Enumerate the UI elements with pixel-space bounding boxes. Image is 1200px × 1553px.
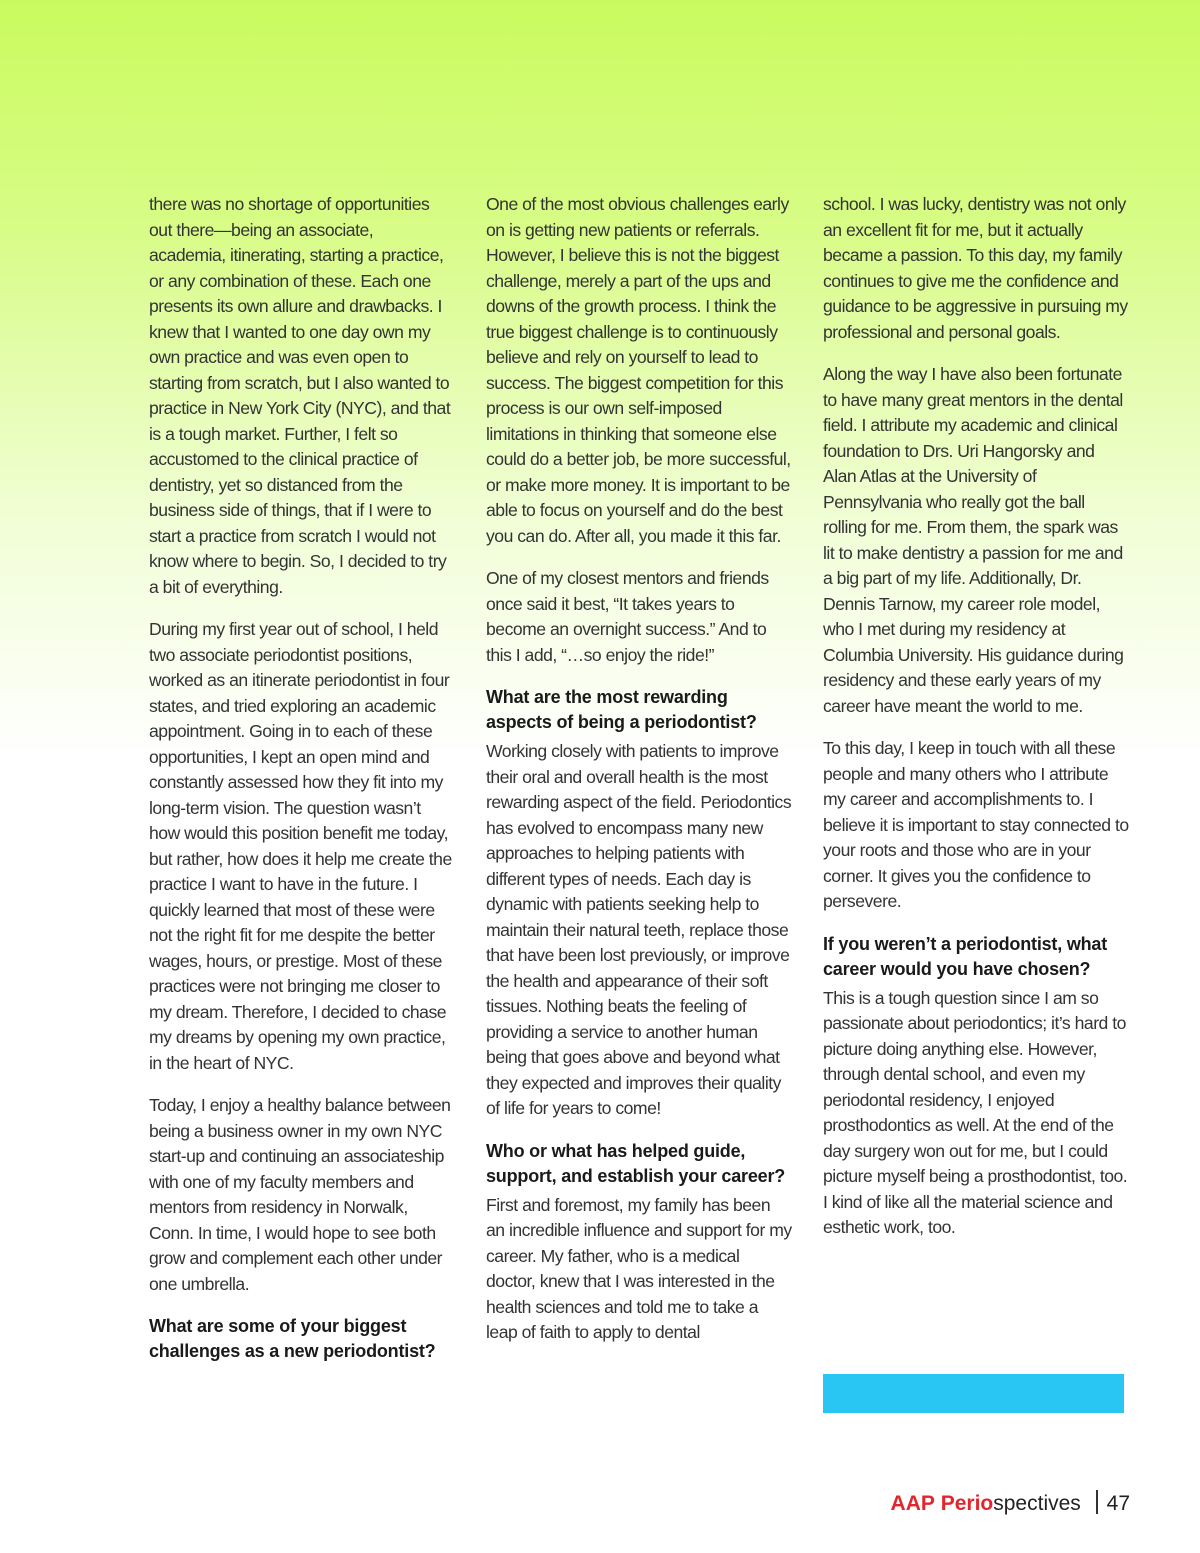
- publication-brand: AAP: [890, 1492, 935, 1515]
- page-footer: [891, 1490, 1130, 1516]
- body-paragraph: school. I was lucky, dentistry was not only an excellent fit for me, but it actually became a passion. To this day, my family continues to give me the confidence and guidance to be aggressive in pursuing my professional and personal goals.: [823, 194, 1128, 342]
- body-paragraph: One of the most obvious challenges early on is getting new patients or referrals. However, I believe this is not the biggest challenge, merely a part of the ups and downs of the growth process. I think the true biggest challenge is to continuously believe and rely on yourself to lead to success. The biggest competition for this process is our own self-imposed limitations in thinking that someone else could do a better job, be more successful, or make more money. It is important to be able to focus on yourself and do the best you can do. After all, you made it this far.: [486, 194, 791, 546]
- body-paragraph: Working closely with patients to improve their oral and overall health is the most rewarding aspect of the field. Periodontics has evolved to encompass many new approaches to helping patients with different types of needs. Each day is dynamic with patients seeking help to maintain their natural teeth, replace those that have been lost previously, or improve the health and appearance of their soft tissues. Nothing beats the feeling of providing a service to another human being that goes above and beyond what they expected and improves their quality of life for years to come!: [486, 741, 792, 1118]
- article-column-1: [149, 192, 453, 1368]
- article-column-3: [823, 192, 1129, 1258]
- question-heading: Who or what has helped guide, support, and establish your career?: [486, 1140, 786, 1186]
- question-heading: What are some of your biggest challenges as a new periodontist?: [149, 1316, 436, 1361]
- question-heading: If you weren’t a periodontist, what career would you have chosen?: [823, 933, 1108, 979]
- body-paragraph: One of my closest mentors and friends once said it best, “It takes years to become an overnight success.” And to this I add, “…so enjoy the ride!”: [486, 568, 769, 665]
- body-paragraph: Along the way I have also been fortunate to have many great mentors in the dental field. I attribute my academic and clinical foundation to Drs. Uri Hangorsky and Alan Atlas at the University of Pennsylvania who really got the ball rolling for me. From them, the spark was lit to make dentistry a passion for me and a big part of my life. Additionally, Dr. Dennis Tarnow, my career role model, who I met during my residency at Columbia University. His guidance during residency and these early years of my career have meant the world to me.: [823, 364, 1124, 716]
- body-paragraph: This is a tough question since I am so passionate about periodontics; it’s hard to picture doing anything else. However, through dental school, and even my periodontal residency, I enjoyed prosthodontics as well. At the end of the day surgery won out for me, but I could picture myself being a prosthodontist, too. I kind of like all the material science and esthetic work, too.: [823, 987, 1128, 1237]
- body-paragraph: Today, I enjoy a healthy balance between being a business owner in my own NYC start-up and continuing an associateship with one of my faculty members and mentors from residency in Norwalk, Conn. In time, I would hope to see both grow and complement each other under one umbrella.: [149, 1095, 451, 1294]
- article-column-2: [486, 192, 792, 1363]
- body-paragraph: During my first year out of school, I held two associate periodontist positions, worked as an itinerate periodontist in four states, and tried exploring an academic appointment. Going in to each of these opportunities, I kept an open mind and constantly assessed how they fit into my long-term vision. The question wasn’t how would this position benefit me today, but rather, how does it help me create the practice I want to have in the future. I quickly learned that most of these were not the right fit for me despite the better wages, hours, or prestige. Most of these practices were not bringing me closer to my dream. Therefore, I decided to chase my dreams by opening my own practice, in the heart of NYC.: [149, 619, 452, 1073]
- body-paragraph: there was no shortage of opportunities out there—being an associate, academia, itinerating, starting a practice, or any combination of these. Each one presents its own allure and drawbacks. I knew that I wanted to one day own my own practice and was even open to starting from scratch, but I also wanted to practice in New York City (NYC), and that is a tough market. Further, I felt so accustomed to the clinical practice of dentistry, yet so distanced from the business side of things, that if I were to start a practice from scratch I would not know where to begin. So, I decided to try a bit of everything.: [149, 194, 451, 597]
- question-heading: What are the most rewarding aspects of being a periodontist?: [486, 687, 757, 732]
- footer-divider: [1096, 1490, 1098, 1514]
- page-number: 47: [1106, 1492, 1130, 1515]
- publication-name-bold: Perio: [940, 1492, 994, 1515]
- body-paragraph: First and foremost, my family has been an incredible influence and support for my career. My father, who is a medical doctor, knew that I was interested in the health sciences and told me to take a leap of faith to apply to dental: [486, 1194, 792, 1342]
- publication-name-rest: spectives: [993, 1492, 1081, 1515]
- body-paragraph: To this day, I keep in touch with all these people and many others who I attribute my career and accomplishments to. I believe it is important to stay connected to your roots and those who are in your corner. It gives you the confidence to persevere.: [823, 738, 1129, 911]
- accent-bar: [823, 1374, 1124, 1413]
